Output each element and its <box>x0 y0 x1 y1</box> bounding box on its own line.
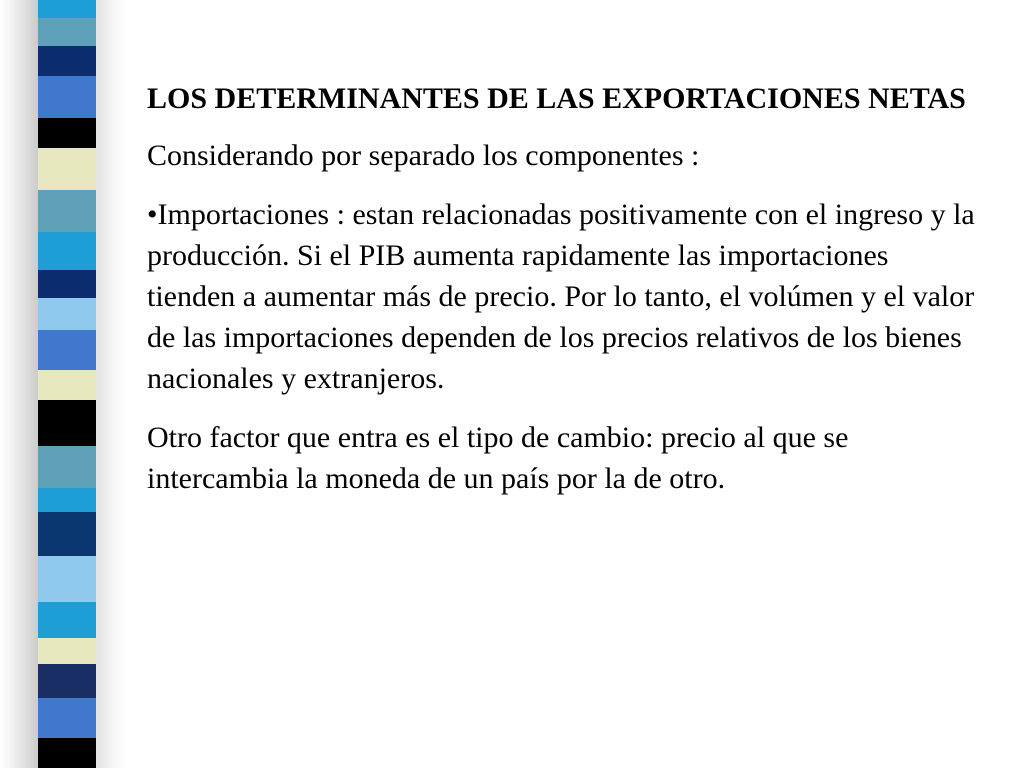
stripe-band <box>38 602 96 638</box>
slide-title: LOS DETERMINANTES DE LAS EXPORTACIONES NETAS <box>147 82 966 115</box>
stripe-band <box>38 738 96 768</box>
intro-paragraph: Considerando por separado los componentes : <box>147 139 700 172</box>
stripe-band <box>38 270 96 298</box>
stripe-band <box>38 0 96 18</box>
decorative-color-stripe <box>38 0 96 768</box>
stripe-band <box>38 698 96 738</box>
stripe-band <box>38 556 96 602</box>
slide-content <box>147 78 977 517</box>
stripe-band <box>38 18 96 46</box>
stripe-band <box>38 330 96 370</box>
stripe-band <box>38 46 96 76</box>
exchange-rate-paragraph: Otro factor que entra es el tipo de cambio: precio al que se intercambia la moneda de un país por la de otro. <box>147 421 849 495</box>
stripe-band <box>38 446 96 488</box>
stripe-band <box>38 664 96 698</box>
stripe-band <box>38 638 96 664</box>
stripe-band <box>38 488 96 512</box>
stripe-band <box>38 512 96 556</box>
stripe-band <box>38 76 96 118</box>
imports-paragraph: •Importaciones : estan relacionadas positivamente con el ingreso y la producción. Si el PIB aumenta rapidamente las importaciones tienden a aumentar más de precio. Por lo tanto, el volúmen y el valor de las importaciones dependen de los precios relativos de los bienes nacionales y extranjeros. <box>147 198 975 395</box>
stripe-band <box>38 148 96 190</box>
stripe-band <box>38 232 96 270</box>
stripe-band <box>38 370 96 400</box>
stripe-band <box>38 190 96 232</box>
stripe-band <box>38 400 96 446</box>
stripe-band <box>38 118 96 148</box>
stripe-band <box>38 298 96 330</box>
